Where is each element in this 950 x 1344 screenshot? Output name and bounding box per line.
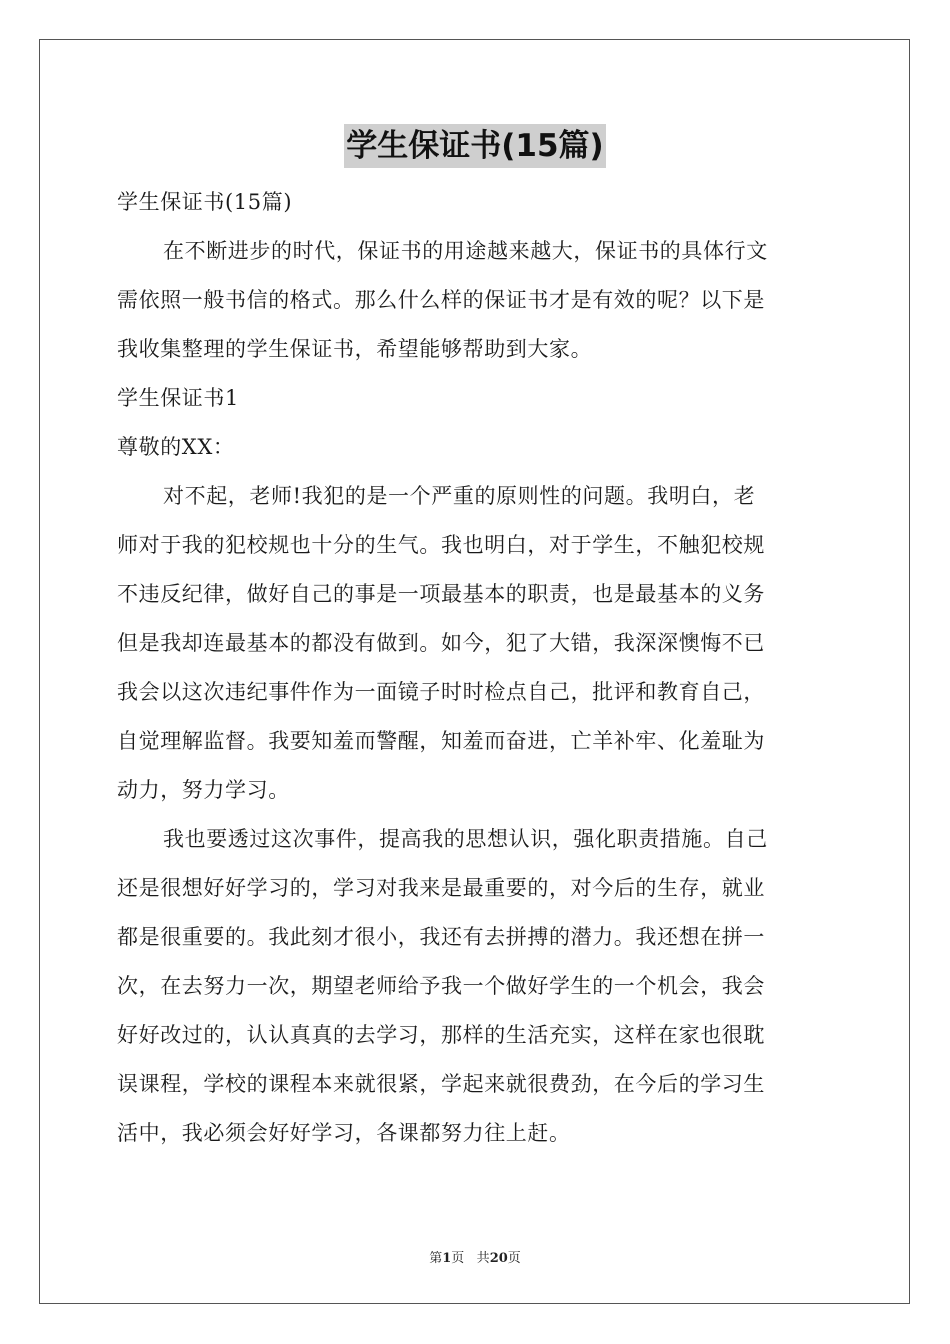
paragraph2-line: 都是很重要的。我此刻才很小，我还有去拼搏的潜力。我还想在拼一	[117, 925, 765, 949]
paragraph1-line: 师对于我的犯校规也十分的生气。我也明白，对于学生，不触犯校规	[117, 533, 765, 557]
paragraph1-line: 但是我却连最基本的都没有做到。如今，犯了大错，我深深懊悔不已	[117, 631, 765, 655]
paragraph1-line: 不违反纪律，做好自己的事是一项最基本的职责，也是最基本的义务	[117, 582, 765, 606]
document-subtitle: 学生保证书(15篇)	[117, 190, 293, 214]
document-title: 学生保证书(15篇)	[344, 124, 605, 168]
page-number-total: 20	[489, 1251, 508, 1266]
paragraph1-line: 动力，努力学习。	[117, 778, 290, 802]
intro-line: 在不断进步的时代，保证书的用途越来越大，保证书的具体行文	[163, 239, 768, 263]
document-title-block	[0, 124, 950, 168]
page-footer	[0, 1247, 950, 1266]
paragraph1-line: 对不起，老师!我犯的是一个严重的原则性的问题。我明白，老	[163, 484, 756, 508]
page-number-current: 1	[442, 1251, 452, 1266]
paragraph2-line: 还是很想好好学习的，学习对我来是最重要的，对今后的生存，就业	[117, 876, 765, 900]
paragraph2-line: 活中，我必须会好好学习，各课都努力往上赶。	[117, 1121, 571, 1145]
page-number-prefix: 第	[429, 1251, 443, 1266]
paragraph2-line: 我也要透过这次事件，提高我的思想认识，强化职责措施。自己	[163, 827, 768, 851]
intro-line: 我收集整理的学生保证书，希望能够帮助到大家。	[117, 337, 593, 361]
salutation: 尊敬的XX：	[117, 435, 235, 459]
paragraph2-line: 好好改过的，认认真真的去学习，那样的生活充实，这样在家也很耽	[117, 1023, 765, 1047]
page-number-suffix: 页	[451, 1251, 465, 1266]
section-heading: 学生保证书1	[117, 386, 239, 410]
document-body	[117, 178, 833, 1158]
page-total-suffix: 页	[507, 1251, 521, 1266]
paragraph2-line: 次，在去努力一次，期望老师给予我一个做好学生的一个机会，我会	[117, 974, 765, 998]
page-total-prefix: 共	[476, 1251, 490, 1266]
paragraph2-line: 误课程，学校的课程本来就很紧，学起来就很费劲，在今后的学习生	[117, 1072, 765, 1096]
paragraph1-line: 自觉理解监督。我要知羞而警醒，知羞而奋进，亡羊补牢、化羞耻为	[117, 729, 765, 753]
intro-line: 需依照一般书信的格式。那么什么样的保证书才是有效的呢？以下是	[117, 288, 765, 312]
paragraph1-line: 我会以这次违纪事件作为一面镜子时时检点自己，批评和教育自己，	[117, 680, 765, 704]
